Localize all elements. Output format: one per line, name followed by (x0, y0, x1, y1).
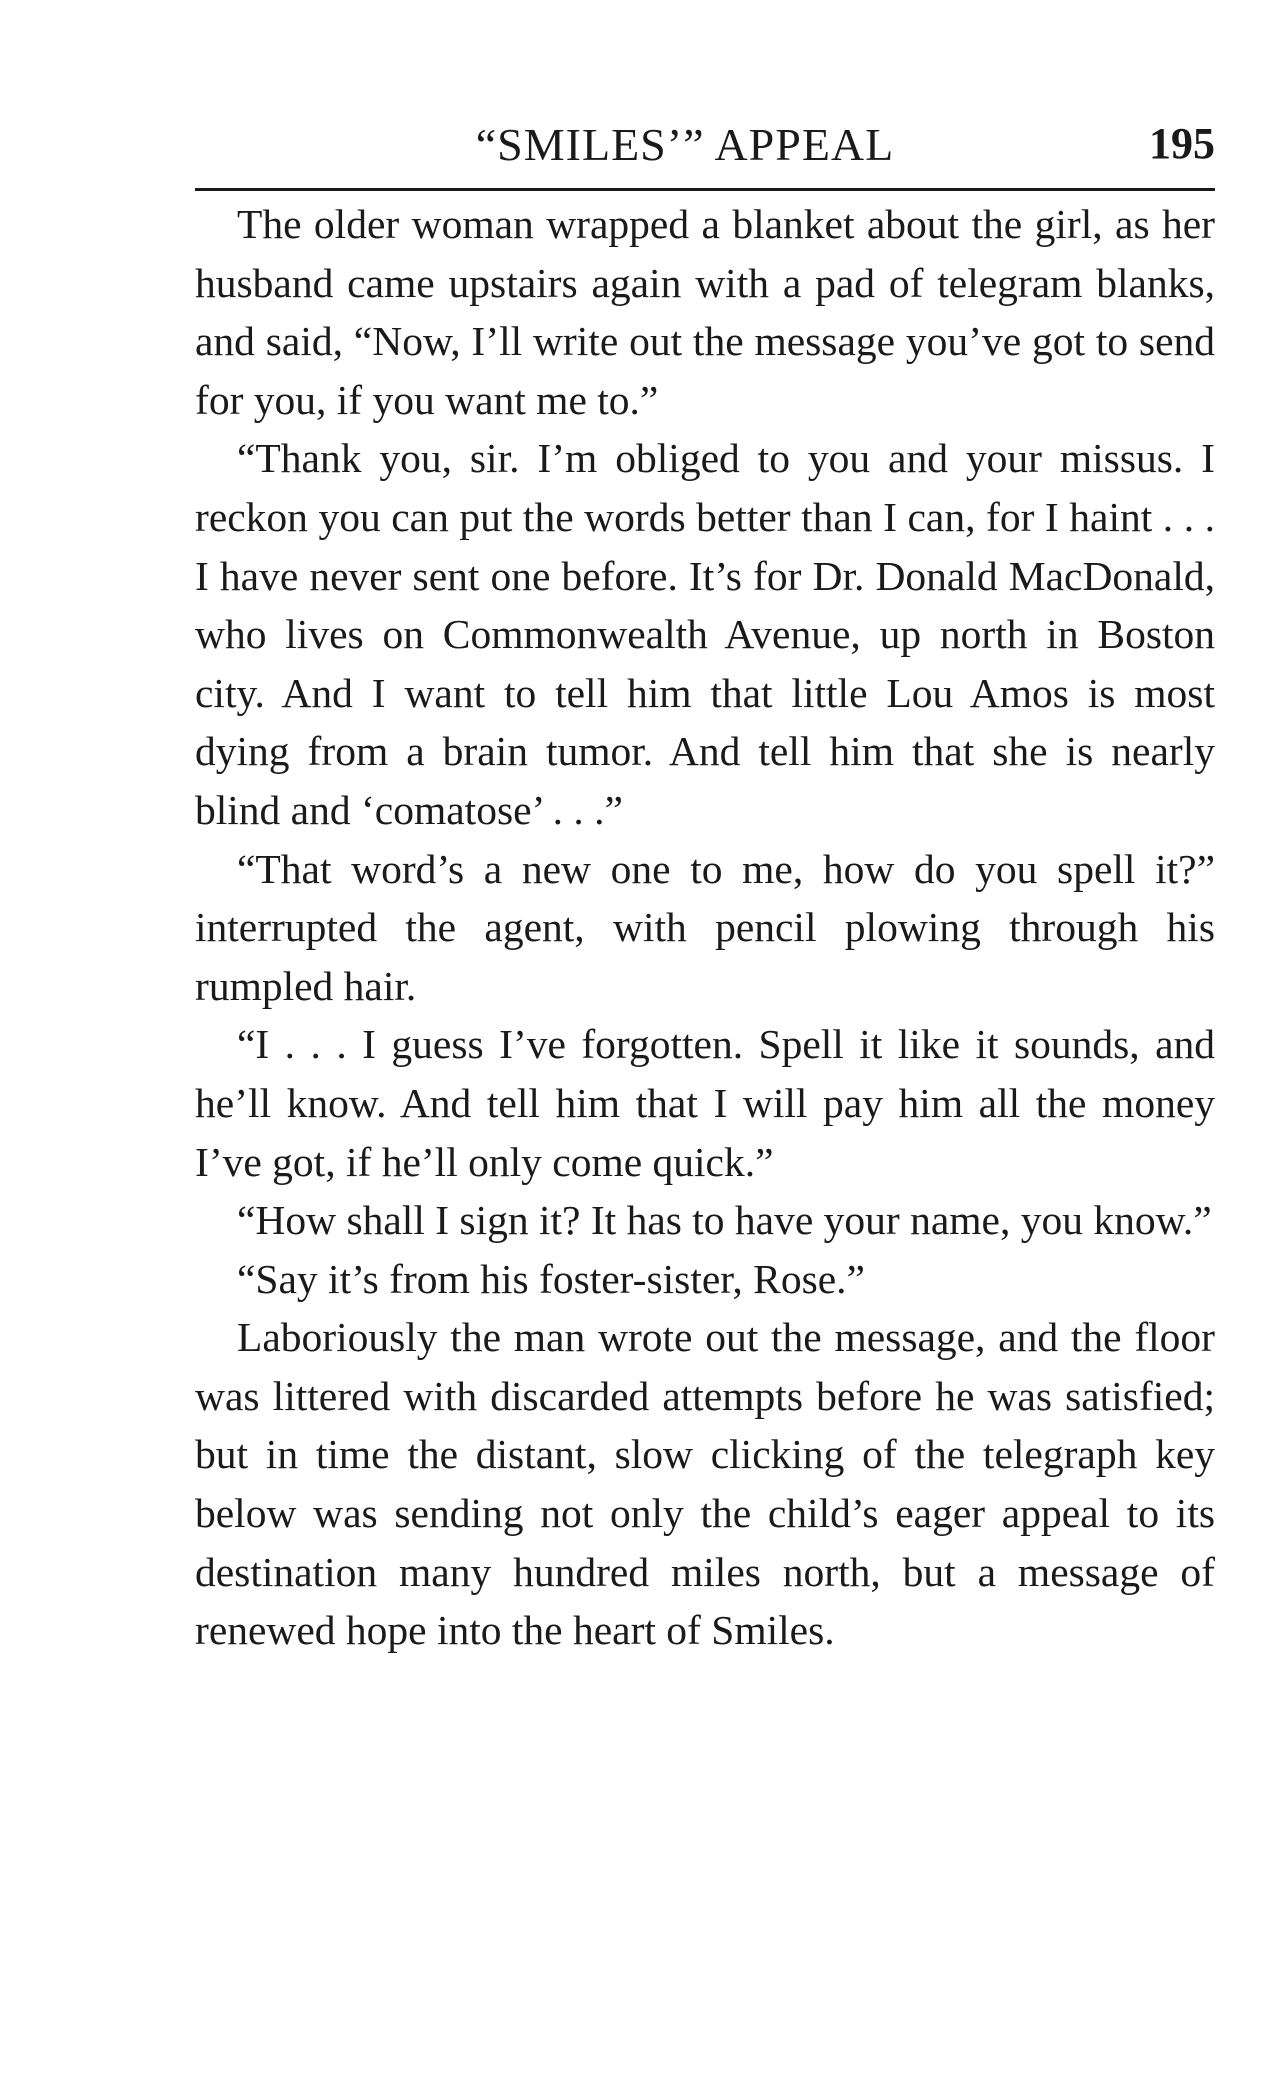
paragraph: “Say it’s from his foster-sister, Rose.” (237, 1255, 865, 1302)
running-head (195, 118, 1215, 182)
page-number: 195 (1149, 119, 1215, 168)
paragraph: “Thank you, sir. I’m obliged to you and your missus. I reckon you can put the words better than I can, for I haint . . . I have never sent one before. It’s for Dr. Donald MacDonald, who lives on Commonwealth Avenue, up north in Boston city. And I want to tell him that little Lou Amos is most dying from a brain tumor. And tell him that she is nearly blind and ‘comatose’ . . .” (195, 435, 1215, 833)
paragraph: “I . . . I guess I’ve forgotten. Spell it like it sounds, and he’ll know. And tell him that I will pay him all the money I’ve got, if he’ll only come quick.” (195, 1021, 1215, 1185)
paragraph: Laboriously the man wrote out the message, and the floor was littered with discarded attempts before he was satisfied; but in time the distant, slow clicking of the telegraph key below was sending not only the child’s eager appeal to its destination many hundred miles north, but a message of renewed hope into the heart of Smiles. (195, 1314, 1215, 1654)
body-text (195, 195, 1215, 1660)
paragraph: The older woman wrapped a blanket about the girl, as her husband came upstairs again with a pad of telegram blanks, and said, “Now, I’ll write out the message you’ve got to send for you, if you want me to.” (195, 201, 1215, 423)
header-rule (195, 188, 1215, 191)
paragraph: “That word’s a new one to me, how do you spell it?” interrupted the agent, with pencil plowing through his rumpled hair. (195, 845, 1215, 1009)
paragraph: “How shall I sign it? It has to have your name, you know.” (237, 1197, 1212, 1244)
running-title: “SMILES’” APPEAL (475, 119, 895, 170)
book-page (195, 118, 1215, 1660)
